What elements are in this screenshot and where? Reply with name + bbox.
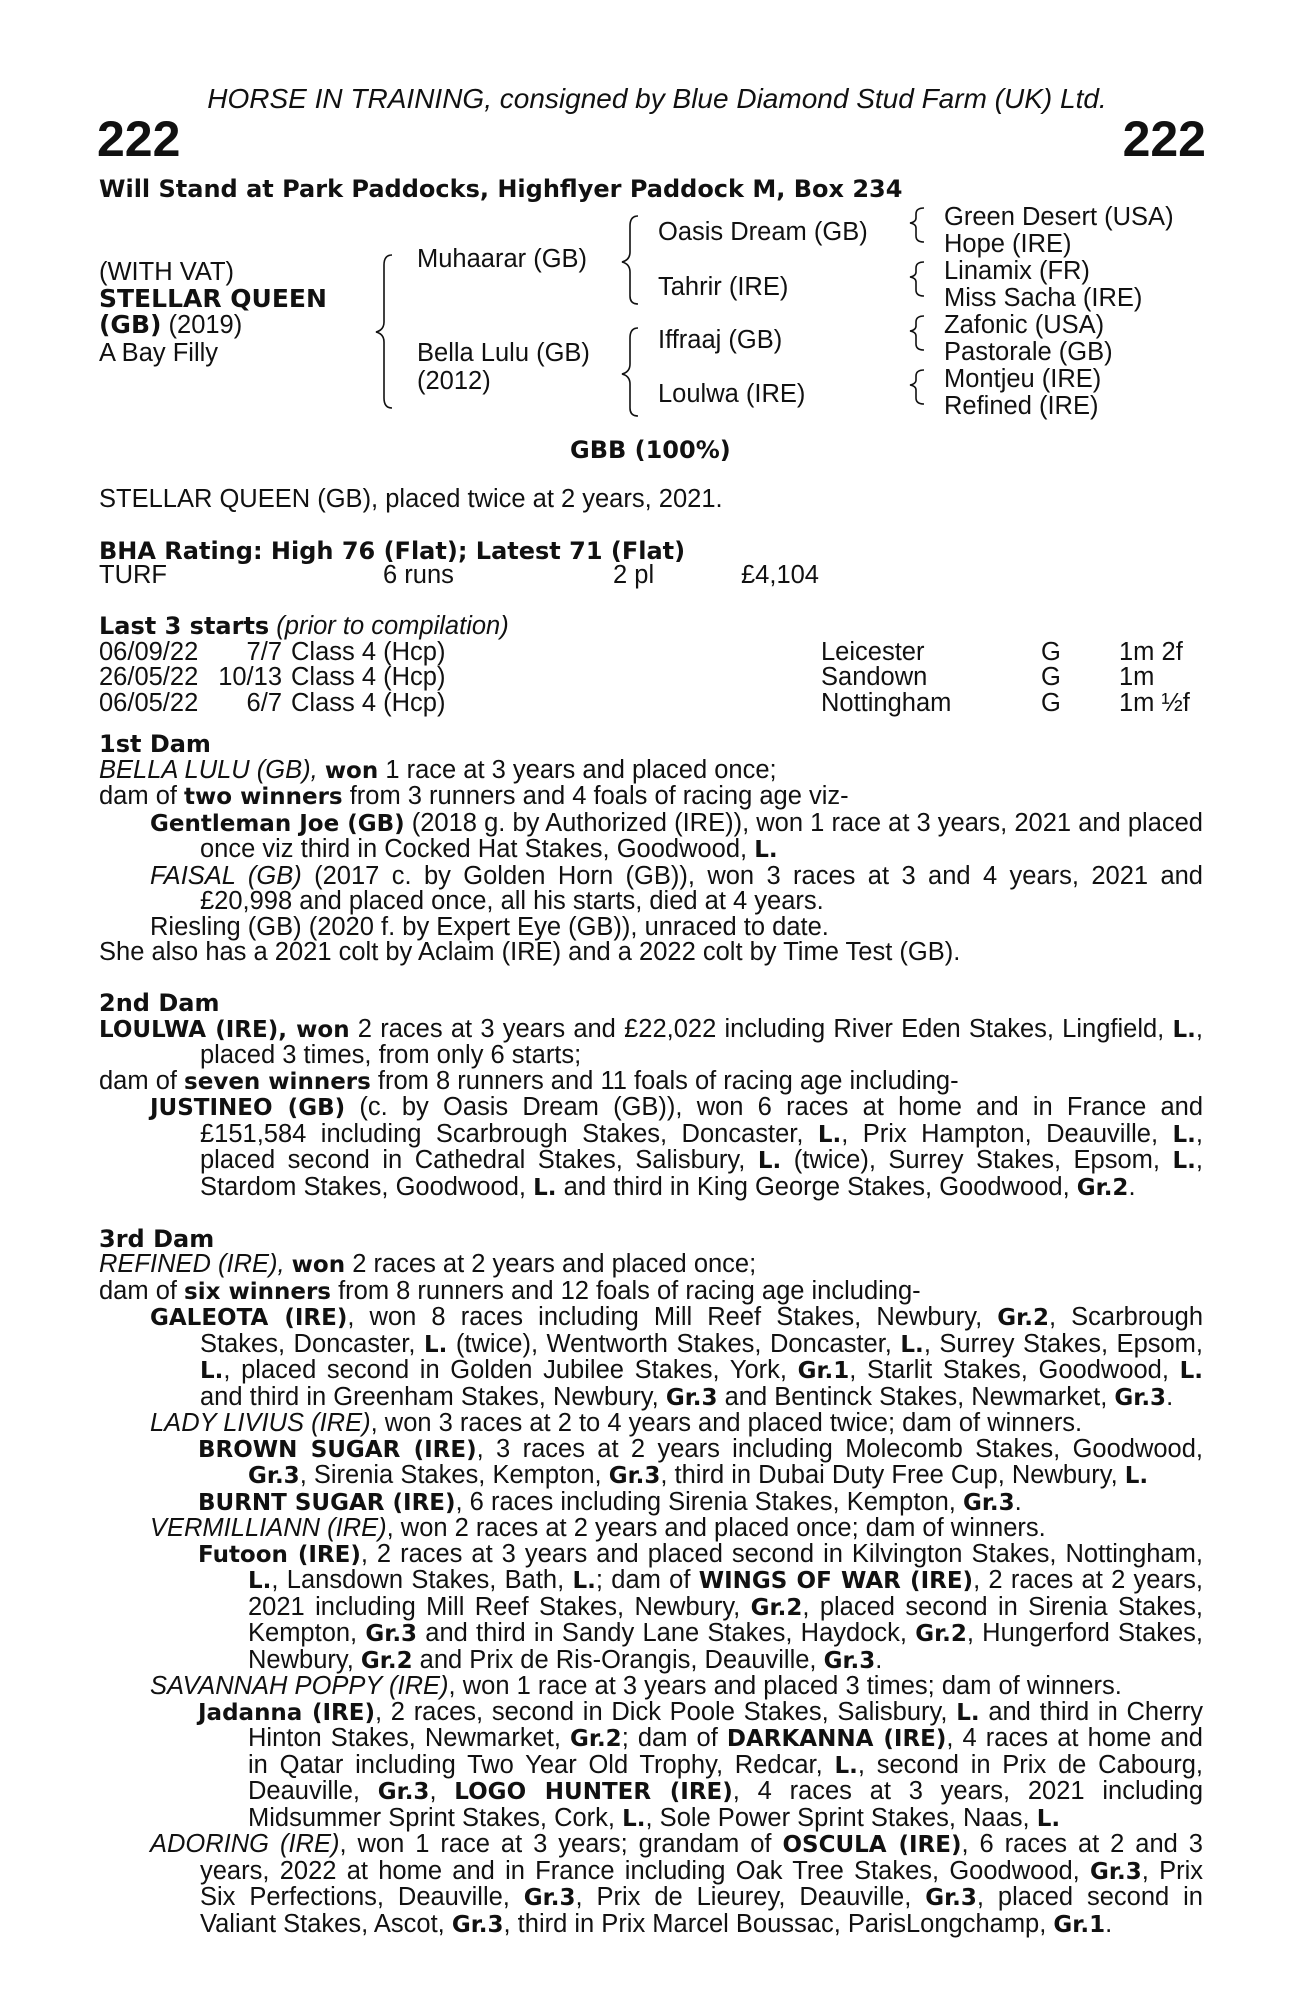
t: , Sole Power Sprint Stakes, Naas, xyxy=(645,1803,1037,1832)
dam2-winners: seven winners xyxy=(184,1068,371,1095)
grade: Gr.2 xyxy=(915,1621,967,1647)
t: and Bentinck Stakes, Newmarket, xyxy=(717,1382,1115,1411)
grade: L. xyxy=(1124,1463,1149,1489)
progeny-burnt-sugar xyxy=(99,1487,1203,1517)
last-starts-note: (prior to compilation) xyxy=(276,612,509,640)
progeny-name: LADY LIVIUS (IRE) xyxy=(150,1409,371,1437)
grade: Gr.3 xyxy=(925,1885,977,1911)
grade: Gr.2 xyxy=(360,1647,413,1674)
gen3-8: Refined (IRE) xyxy=(944,392,1099,420)
progeny-gentleman-joe xyxy=(99,808,1203,864)
grade: L. xyxy=(956,1699,980,1726)
t: , Sirenia Stakes, Kempton, xyxy=(299,1461,609,1489)
start-row-1-pos: 7/7 xyxy=(246,638,282,666)
dam1-winners: two winners xyxy=(184,784,343,810)
grade: L. xyxy=(1172,1148,1196,1174)
progeny-record: (2017 c. by Golden Horn (GB)), won 3 races at 3 and 4 years, 2021 and £20,998 and placed once, all his starts, died at 4 years. xyxy=(200,861,1203,915)
t: , third in Prix Marcel Boussac, ParisLongchamp, xyxy=(503,1909,1054,1938)
family-section xyxy=(99,732,1203,1938)
t: , won 3 races at 2 to 4 years and placed twice; dam of winners. xyxy=(370,1409,1083,1437)
bha-rating: BHA Rating: High 76 (Flat); Latest 71 (Flat) xyxy=(99,537,686,565)
sire-dam: Tahrir (IRE) xyxy=(658,273,789,301)
dam3-sep: , xyxy=(277,1250,292,1278)
grade: L. xyxy=(622,1805,646,1832)
dam3-won: won xyxy=(291,1252,346,1278)
dam1-name: BELLA LULU (GB) xyxy=(99,755,311,784)
grade: Gr.3 xyxy=(1114,1384,1167,1411)
horse-name: STELLAR QUEEN xyxy=(99,284,327,313)
progeny-name: ADORING (IRE) xyxy=(150,1830,340,1858)
dam3-winners: six winners xyxy=(184,1278,331,1305)
start-row-3-pos: 6/7 xyxy=(246,689,282,717)
horse-year: (2019) xyxy=(161,311,243,339)
progeny-vermilliann xyxy=(99,1516,1203,1542)
t: , Lansdown Stakes, Bath, xyxy=(271,1566,573,1594)
t: , Hungerford Stakes, Newbury, xyxy=(248,1619,1204,1674)
dam3-title: 3rd Dam xyxy=(99,1224,215,1253)
t: . xyxy=(1166,1382,1174,1411)
grade-l: L. xyxy=(754,837,778,863)
gen3-3: Linamix (FR) xyxy=(944,257,1090,285)
t: (twice), Surrey Stakes, Epsom, xyxy=(781,1146,1173,1174)
dam3-line-1 xyxy=(99,1252,1203,1279)
start-row-3-course: Nottingham xyxy=(821,689,952,717)
progeny-name: LOGO HUNTER (IRE) xyxy=(454,1779,733,1805)
start-row-3-going: G xyxy=(1041,689,1061,717)
grade: L. xyxy=(757,1148,782,1174)
progeny-name: WINGS OF WAR (IRE) xyxy=(698,1568,974,1594)
t: and third in Sandy Lane Stakes, Haydock, xyxy=(417,1619,916,1647)
grade: Gr.3 xyxy=(665,1384,718,1411)
rating-runs: 6 runs xyxy=(383,561,454,589)
grade: Gr.2 xyxy=(1076,1174,1129,1201)
progeny-name: SAVANNAH POPPY (IRE) xyxy=(150,1672,449,1700)
dam: Bella Lulu (GB) xyxy=(417,339,590,367)
t: , Scarbrough Stakes, Doncaster, xyxy=(200,1303,1204,1358)
dam2-record: 2 races at 3 years and £22,022 including River Eden Stakes, Lingfield, xyxy=(349,1014,1173,1043)
progeny-name: DARKANNA (IRE) xyxy=(726,1726,947,1752)
dam2-record-end: , placed 3 times, from only 6 starts; xyxy=(200,1014,1203,1069)
dam1-won: won xyxy=(324,757,379,784)
progeny-lady-livius xyxy=(99,1411,1203,1437)
dam-year: (2012) xyxy=(417,367,491,395)
t: ; dam of xyxy=(621,1724,727,1752)
rating-surface: TURF xyxy=(99,561,167,589)
progeny-savannah-poppy xyxy=(99,1674,1203,1700)
t: , third in Dubai Duty Free Cup, Newbury, xyxy=(660,1461,1125,1489)
dam-dam: Loulwa (IRE) xyxy=(658,380,806,408)
t: , placed second in Golden Jubilee Stakes, York, xyxy=(223,1356,798,1384)
start-row-1-date: 06/09/22 xyxy=(99,638,199,666)
dam2-name: LOULWA (IRE) xyxy=(99,1016,279,1043)
progeny-adoring xyxy=(99,1832,1203,1938)
progeny-name: OSCULA (IRE) xyxy=(782,1832,962,1858)
dam2-foals: from 8 runners and 11 foals of racing age including- xyxy=(370,1066,959,1095)
t: , 3 races at 2 years including Molecomb Stakes, Goodwood, xyxy=(476,1434,1204,1463)
t: , 2 races, second in Dick Poole Stakes, Salisbury, xyxy=(374,1697,957,1726)
start-row-2-dist: 1m xyxy=(1119,663,1155,691)
gen3-7: Montjeu (IRE) xyxy=(944,365,1102,393)
dam2-line-1 xyxy=(99,1014,1203,1069)
start-row-3-date: 06/05/22 xyxy=(99,689,199,717)
t: , won 2 races at 2 years and placed once; dam of winners. xyxy=(386,1514,1046,1542)
t: , 2 races at 3 years and placed second in Kilvington Stakes, Nottingham, xyxy=(360,1539,1203,1568)
sire: Muhaarar (GB) xyxy=(417,245,588,273)
start-row-2-class: Class 4 (Hcp) xyxy=(291,663,446,691)
grade: Gr.2 xyxy=(997,1305,1049,1331)
start-row-1-class: Class 4 (Hcp) xyxy=(291,638,446,666)
t: , placed second in Sirenia Stakes, Kempton, xyxy=(248,1592,1203,1647)
grade: L. xyxy=(200,1358,224,1384)
dam3-damof: dam of xyxy=(99,1276,185,1305)
dam2-sep: , xyxy=(278,1016,297,1043)
dam2-won: won xyxy=(296,1016,350,1043)
gen3-4: Miss Sacha (IRE) xyxy=(944,284,1143,312)
location-line: Will Stand at Park Paddocks, Highflyer Paddock M, Box 234 xyxy=(99,175,903,203)
dam3-foals: from 8 runners and 12 foals of racing age including- xyxy=(330,1276,921,1305)
summary-line: STELLAR QUEEN (GB), placed twice at 2 years, 2021. xyxy=(99,485,723,513)
dam1-record: 1 race at 3 years and placed once; xyxy=(378,755,777,784)
progeny-name: GALEOTA (IRE) xyxy=(150,1305,348,1331)
dam-sire: Iffraaj (GB) xyxy=(658,326,783,354)
progeny-name: Jadanna (IRE) xyxy=(198,1699,375,1726)
t: , Surrey Stakes, Epsom, xyxy=(923,1329,1204,1358)
progeny-jadanna xyxy=(99,1697,1204,1833)
dam3-name: REFINED (IRE) xyxy=(99,1250,278,1278)
progeny-riesling: Riesling (GB) (2020 f. by Expert Eye (GB)), unraced to date. xyxy=(150,912,829,941)
t: , 4 races at 3 years, 2021 including Midsummer Sprint Stakes, Cork, xyxy=(248,1777,1204,1832)
dam1-note: She also has a 2021 colt by Aclaim (IRE) and a 2022 colt by Time Test (GB). xyxy=(99,938,961,966)
grade: L. xyxy=(572,1568,596,1594)
grade: Gr.3 xyxy=(248,1463,300,1489)
grade: Gr.3 xyxy=(451,1911,504,1938)
grade: Gr.2 xyxy=(750,1594,803,1621)
t: , Prix Hampton, Deauville, xyxy=(841,1119,1173,1148)
grade: Gr.3 xyxy=(823,1647,876,1674)
t: , second in Prix de Cabourg, Deauville, xyxy=(248,1750,1203,1805)
start-row-1-going: G xyxy=(1041,638,1061,666)
grade: Gr.3 xyxy=(365,1621,418,1647)
t: , Prix Six Perfections, Deauville, xyxy=(200,1856,1203,1911)
start-row-2-going: G xyxy=(1041,663,1061,691)
start-row-2-pos: 10/13 xyxy=(218,663,282,691)
start-row-1-dist: 1m 2f xyxy=(1119,638,1183,666)
t: (twice), Wentworth Stakes, Doncaster, xyxy=(447,1329,901,1358)
t: , won 1 race at 3 years; grandam of xyxy=(339,1830,783,1858)
dam2-title: 2nd Dam xyxy=(99,989,220,1017)
progeny-justineo xyxy=(99,1095,1203,1201)
grade: Gr.3 xyxy=(962,1489,1015,1516)
gen3-1: Green Desert (USA) xyxy=(944,203,1174,231)
t: , Prix de Lieurey, Deauville, xyxy=(575,1883,926,1911)
grade-l: L. xyxy=(1172,1016,1196,1043)
horse-description: A Bay Filly xyxy=(99,339,219,367)
start-row-3-class: Class 4 (Hcp) xyxy=(291,689,446,717)
t: , 6 races at 2 and 3 years, 2022 at home and in France including Oak Tree Stakes, Goodwood, xyxy=(200,1830,1203,1885)
lot-number-left: 222 xyxy=(97,111,181,167)
grade: Gr.3 xyxy=(608,1463,661,1489)
t: , placed second in Cathedral Stakes, Salisbury, xyxy=(200,1119,1203,1174)
t: and third in Cherry Hinton Stakes, Newmarket, xyxy=(248,1697,1203,1752)
dam3-line-2 xyxy=(99,1276,1203,1306)
spacer xyxy=(99,966,1203,992)
progeny-name: BURNT SUGAR (IRE) xyxy=(198,1489,456,1516)
grade: L. xyxy=(1172,1121,1196,1148)
grade: Gr.3 xyxy=(523,1885,576,1911)
t: and Prix de Ris-Orangis, Deauville, xyxy=(412,1645,824,1674)
consignor-line: HORSE IN TRAINING, consigned by Blue Diamond Stud Farm (UK) Ltd. xyxy=(207,83,1107,114)
t: , won 8 races including Mill Reef Stakes, Newbury, xyxy=(347,1303,998,1331)
t: . xyxy=(875,1645,883,1674)
t: , 4 races at home and in Qatar including Two Year Old Trophy, Redcar, xyxy=(248,1724,1203,1779)
dam1-title: 1st Dam xyxy=(99,730,211,758)
t: (c. by Oasis Dream (GB)), won 6 races at home and in France and £151,584 including Scarbrough Stakes, Doncaster, xyxy=(200,1093,1204,1148)
grade: L. xyxy=(817,1121,842,1148)
gbb-percent: GBB (100%) xyxy=(570,436,731,464)
progeny-name: VERMILLIANN (IRE) xyxy=(150,1514,387,1542)
grade: Gr.1 xyxy=(1053,1911,1106,1938)
grade: L. xyxy=(423,1331,448,1358)
gen3-2: Hope (IRE) xyxy=(944,230,1072,258)
progeny-futoon xyxy=(99,1539,1204,1675)
last-starts-title: Last 3 starts xyxy=(99,612,270,640)
start-row-1-course: Leicester xyxy=(821,638,925,666)
rating-placed: 2 pl xyxy=(613,561,655,589)
last-starts-heading xyxy=(99,614,509,640)
vat-note: (WITH VAT) xyxy=(99,258,235,286)
grade: L. xyxy=(533,1174,557,1201)
gen3-6: Pastorale (GB) xyxy=(944,338,1113,366)
grade: L. xyxy=(1036,1805,1061,1832)
progeny-record: (2018 g. by Authorized (IRE)), won 1 race at 3 years, 2021 and placed once viz third in Cocked Hat Stakes, Goodwood, xyxy=(200,808,1203,863)
dam2-damof: dam of xyxy=(99,1066,185,1095)
progeny-brown-sugar xyxy=(99,1434,1204,1490)
gen3-5: Zafonic (USA) xyxy=(944,311,1105,339)
grade: Gr.2 xyxy=(570,1726,622,1752)
t: . xyxy=(1014,1487,1022,1516)
dam1-sep: , xyxy=(310,755,325,784)
progeny-galeota xyxy=(99,1305,1203,1411)
progeny-name: Futoon (IRE) xyxy=(198,1541,361,1568)
progeny-faisal xyxy=(99,861,1203,915)
progeny-name: JUSTINEO (GB) xyxy=(150,1095,346,1121)
sire-sire: Oasis Dream (GB) xyxy=(658,218,868,246)
progeny-name: FAISAL (GB) xyxy=(150,861,302,890)
dam3-record: 2 races at 2 years and placed once; xyxy=(345,1250,757,1278)
t: , won 1 race at 3 years and placed 3 times; dam of winners. xyxy=(448,1672,1122,1700)
dam1-foals: from 3 runners and 4 foals of racing age viz- xyxy=(342,782,849,810)
spacer xyxy=(99,1201,1203,1227)
t: ; dam of xyxy=(595,1566,699,1594)
t: , Starlit Stakes, Goodwood, xyxy=(849,1356,1180,1384)
t: , xyxy=(429,1777,455,1805)
grade: L. xyxy=(248,1568,272,1594)
progeny-name: Gentleman Joe (GB) xyxy=(150,810,405,837)
start-row-2-course: Sandown xyxy=(821,663,928,691)
t: , 6 races including Sirenia Stakes, Kempton, xyxy=(455,1487,963,1516)
horse-origin: (GB) xyxy=(99,310,162,339)
t: , Stardom Stakes, Goodwood, xyxy=(200,1146,1203,1201)
t: , 2 races at 2 years, 2021 including Mill Reef Stakes, Newbury, xyxy=(248,1566,1203,1621)
grade: Gr.1 xyxy=(797,1358,850,1384)
lot-number-right: 222 xyxy=(1122,111,1206,167)
grade: Gr.3 xyxy=(377,1779,430,1805)
t: and third in Greenham Stakes, Newbury, xyxy=(200,1382,666,1411)
start-row-2-date: 26/05/22 xyxy=(99,663,199,691)
start-row-3-dist: 1m ½f xyxy=(1119,689,1190,717)
t: . xyxy=(1128,1172,1136,1201)
dam1-line-2 xyxy=(99,784,1203,811)
t: and third in King George Stakes, Goodwood, xyxy=(556,1172,1077,1201)
rating-earnings: £4,104 xyxy=(741,561,819,589)
progeny-name: BROWN SUGAR (IRE) xyxy=(198,1436,477,1463)
dam1-damof: dam of xyxy=(99,782,185,810)
grade: L. xyxy=(834,1752,858,1779)
grade: L. xyxy=(1179,1358,1203,1384)
grade: L. xyxy=(900,1331,924,1358)
grade: Gr.3 xyxy=(1090,1858,1142,1885)
dam1-line-1 xyxy=(99,755,1203,785)
t: . xyxy=(1105,1909,1113,1938)
dam2-line-2 xyxy=(99,1066,1203,1096)
t: , placed second in Valiant Stakes, Ascot, xyxy=(200,1883,1203,1938)
